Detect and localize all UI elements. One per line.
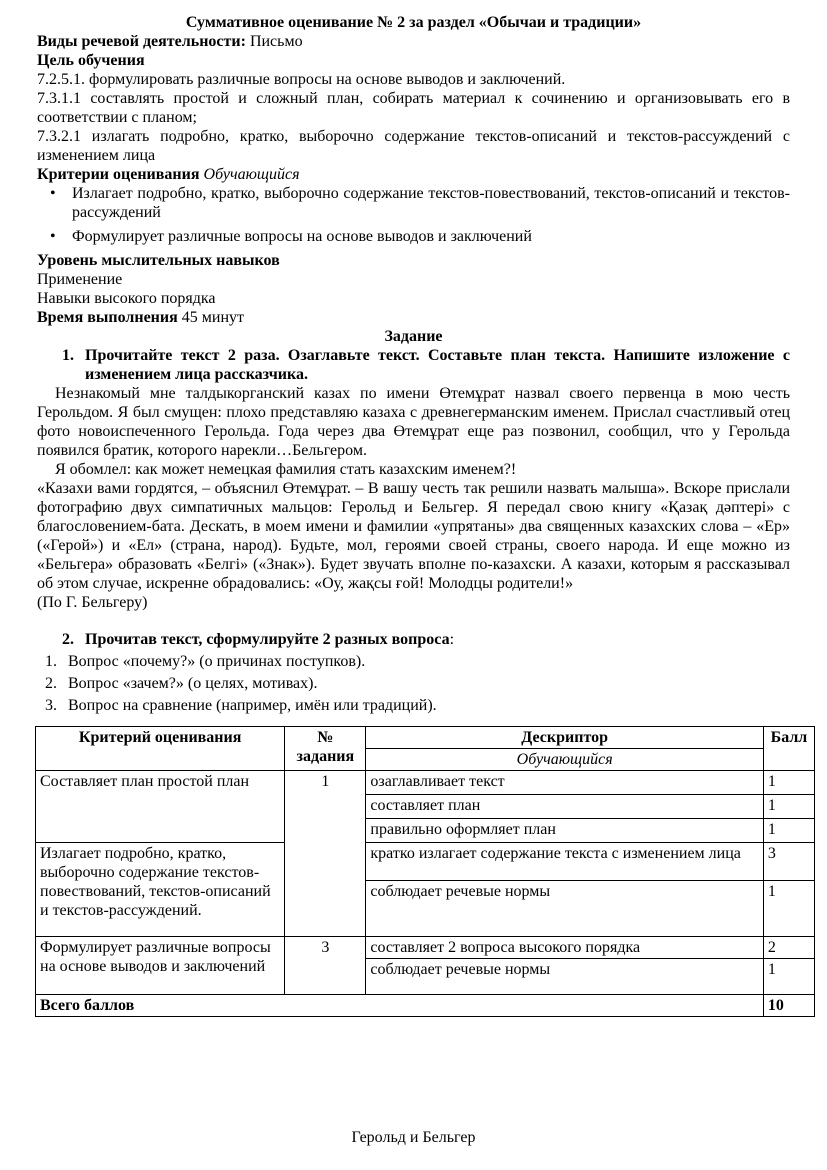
- question-type-3: [45, 696, 790, 715]
- criteria-list: [37, 184, 790, 246]
- bullet-icon: •: [50, 185, 56, 202]
- question-type-1-text: Вопрос «почему?» (о причинах поступков).: [68, 653, 366, 670]
- rubric-header-row: [36, 727, 815, 749]
- criteria-item: [37, 227, 790, 246]
- skills-item-2: Навыки высокого порядка: [37, 290, 216, 307]
- score-cell: 3: [763, 843, 814, 881]
- score-cell: 2: [763, 937, 814, 959]
- time-value: 45 минут: [181, 309, 245, 326]
- criteria-subject: Обучающийся: [203, 166, 300, 183]
- reading-paragraph-2: Я обомлел: как может немецкая фамилия стать казахским именем?!: [55, 461, 517, 478]
- tasks-heading: Задание: [384, 328, 443, 345]
- header-score: Балл: [763, 727, 814, 771]
- time-label: Время выполнения: [37, 309, 178, 326]
- criterion-cell: Составляет план простой план: [36, 771, 285, 843]
- question-type-3-text: Вопрос на сравнение (например, имён или традиций).: [68, 697, 437, 714]
- score-cell: 1: [763, 771, 814, 795]
- goal-item-1: 7.2.5.1. формулировать различные вопросы на основе выводов и заключений.: [37, 71, 566, 88]
- goal-heading: Цель обучения: [37, 52, 145, 69]
- task-2-colon: :: [449, 631, 455, 648]
- total-label-cell: Всего баллов: [36, 995, 764, 1017]
- question-type-1-number: 1.: [45, 653, 57, 670]
- descriptor-cell: соблюдает речевые нормы: [366, 881, 764, 937]
- descriptor-cell: правильно оформляет план: [366, 819, 764, 843]
- bullet-icon: •: [50, 228, 56, 245]
- rubric-row: [36, 771, 815, 795]
- document-title: Суммативное оценивание № 2 за раздел «Обычаи и традиции»: [185, 14, 642, 31]
- activity-line: [37, 32, 790, 51]
- descriptor-cell: составляет план: [366, 795, 764, 819]
- question-type-2-text: Вопрос «зачем?» (о целях, мотивах).: [68, 675, 318, 692]
- criterion-cell: Формулирует различные вопросы на основе выводов и заключений: [36, 937, 285, 995]
- task-2-text: Прочитав текст, сформулируйте 2 разных вопроса: [85, 631, 450, 648]
- score-cell: 1: [763, 881, 814, 937]
- reading-paragraph-1: Незнакомый мне талдыкорганский казах по имени Өтемұрат назвал своего первенца в мою честь Герольдом. Я был смущен: плохо представляю казаха с древнегерманским именем. Прислал счастливый отец фото новоиспеченного Герольда. Года через два Өтемұрат еще раз позвонил, сообщил, что у Герольда появился братик, которого нарекли…Бельгером.: [37, 385, 790, 459]
- criteria-heading-line: [37, 165, 790, 184]
- rubric-total-row: [36, 995, 815, 1017]
- header-task-no-line1: №: [317, 729, 334, 746]
- blank-space: [37, 612, 790, 630]
- task-1: [62, 346, 790, 384]
- descriptor-cell: кратко излагает содержание текста с изменением лица: [366, 843, 764, 881]
- score-cell: 1: [763, 819, 814, 843]
- header-task-no-line2: задания: [296, 748, 355, 765]
- task-no-cell: 3: [285, 937, 366, 995]
- total-score-cell: 10: [763, 995, 814, 1017]
- task-1-text: Прочитайте текст 2 раза. Озаглавьте текст. Составьте план текста. Напишите изложение с изменением лица рассказчика.: [85, 347, 790, 383]
- score-cell: 1: [763, 959, 814, 995]
- score-cell: 1: [763, 795, 814, 819]
- header-descriptor-subject: Обучающийся: [366, 749, 764, 771]
- descriptor-cell: озаглавливает текст: [366, 771, 764, 795]
- rubric-row: [36, 843, 815, 881]
- goal-item-2: 7.3.1.1 составлять простой и сложный план, собирать материал к сочинению и организовывать его в соответствии с планом;: [37, 90, 790, 126]
- rubric-table: [35, 726, 815, 1017]
- time-line: [37, 308, 790, 327]
- question-type-1: [45, 652, 790, 671]
- footer-caption: Герольд и Бельгер: [351, 1129, 476, 1146]
- task-2-number: 2.: [62, 631, 74, 648]
- criteria-item-text: Формулирует различные вопросы на основе выводов и заключений: [72, 228, 532, 245]
- activity-value: Письмо: [249, 33, 303, 50]
- task-2-text-wrap: [85, 630, 454, 649]
- rubric-row: [36, 937, 815, 959]
- reading-attribution: (По Г. Бельгеру): [37, 594, 148, 611]
- header-criterion: Критерий оценивания: [36, 727, 285, 771]
- task-2: [62, 630, 790, 649]
- criterion-cell: Излагает подробно, кратко, выборочно содержание текстов-повествований, текстов-описаний и текстов-рассуждений.: [36, 843, 285, 937]
- descriptor-cell: составляет 2 вопроса высокого порядка: [366, 937, 764, 959]
- skills-item-1: Применение: [37, 271, 123, 288]
- question-type-2: [45, 674, 790, 693]
- skills-heading: Уровень мыслительных навыков: [37, 252, 280, 269]
- activity-label: Виды речевой деятельности:: [37, 33, 246, 50]
- descriptor-cell: соблюдает речевые нормы: [366, 959, 764, 995]
- task-no-cell: 1: [285, 771, 366, 937]
- goal-item-3: 7.3.2.1 излагать подробно, кратко, выборочно содержание текстов-описаний и текстов-рассуждений с изменением лица: [37, 128, 790, 164]
- criteria-item-text: Излагает подробно, кратко, выборочно содержание текстов-повествований, текстов-описаний и текстов-рассуждений: [72, 185, 790, 221]
- question-type-3-number: 3.: [45, 697, 57, 714]
- question-type-2-number: 2.: [45, 675, 57, 692]
- criteria-label: Критерии оценивания: [37, 166, 200, 183]
- criteria-item: [37, 184, 790, 222]
- reading-paragraph-3: «Казахи вами гордятся, – объяснил Өтемұрат. – В вашу честь так решили назвать малыша». Вскоре прислали фотографию двух симпатичных мальцов: Герольд и Бельгер. Я передал свою книгу «Қазақ дәптері» с благословением-бата. Дескать, в моем имени и фамилии «упрятаны» два священных казахских слова – «Ер» («Герой») и «Ел» (страна, народ). Будьте, мол, героями своей страны, своего народа. И еще можно из «Бельгера» образовать «Белгі» («Знак»). Будет звучать вполне по-казахски. А казахи, которым я рассказывал об этом случае, искренне обрадовались: «Оу, жақсы ғой! Молодцы родители!»: [37, 480, 790, 592]
- header-descriptor: Дескриптор: [366, 727, 764, 749]
- header-task-no: [285, 727, 366, 771]
- task-1-number: 1.: [62, 347, 74, 364]
